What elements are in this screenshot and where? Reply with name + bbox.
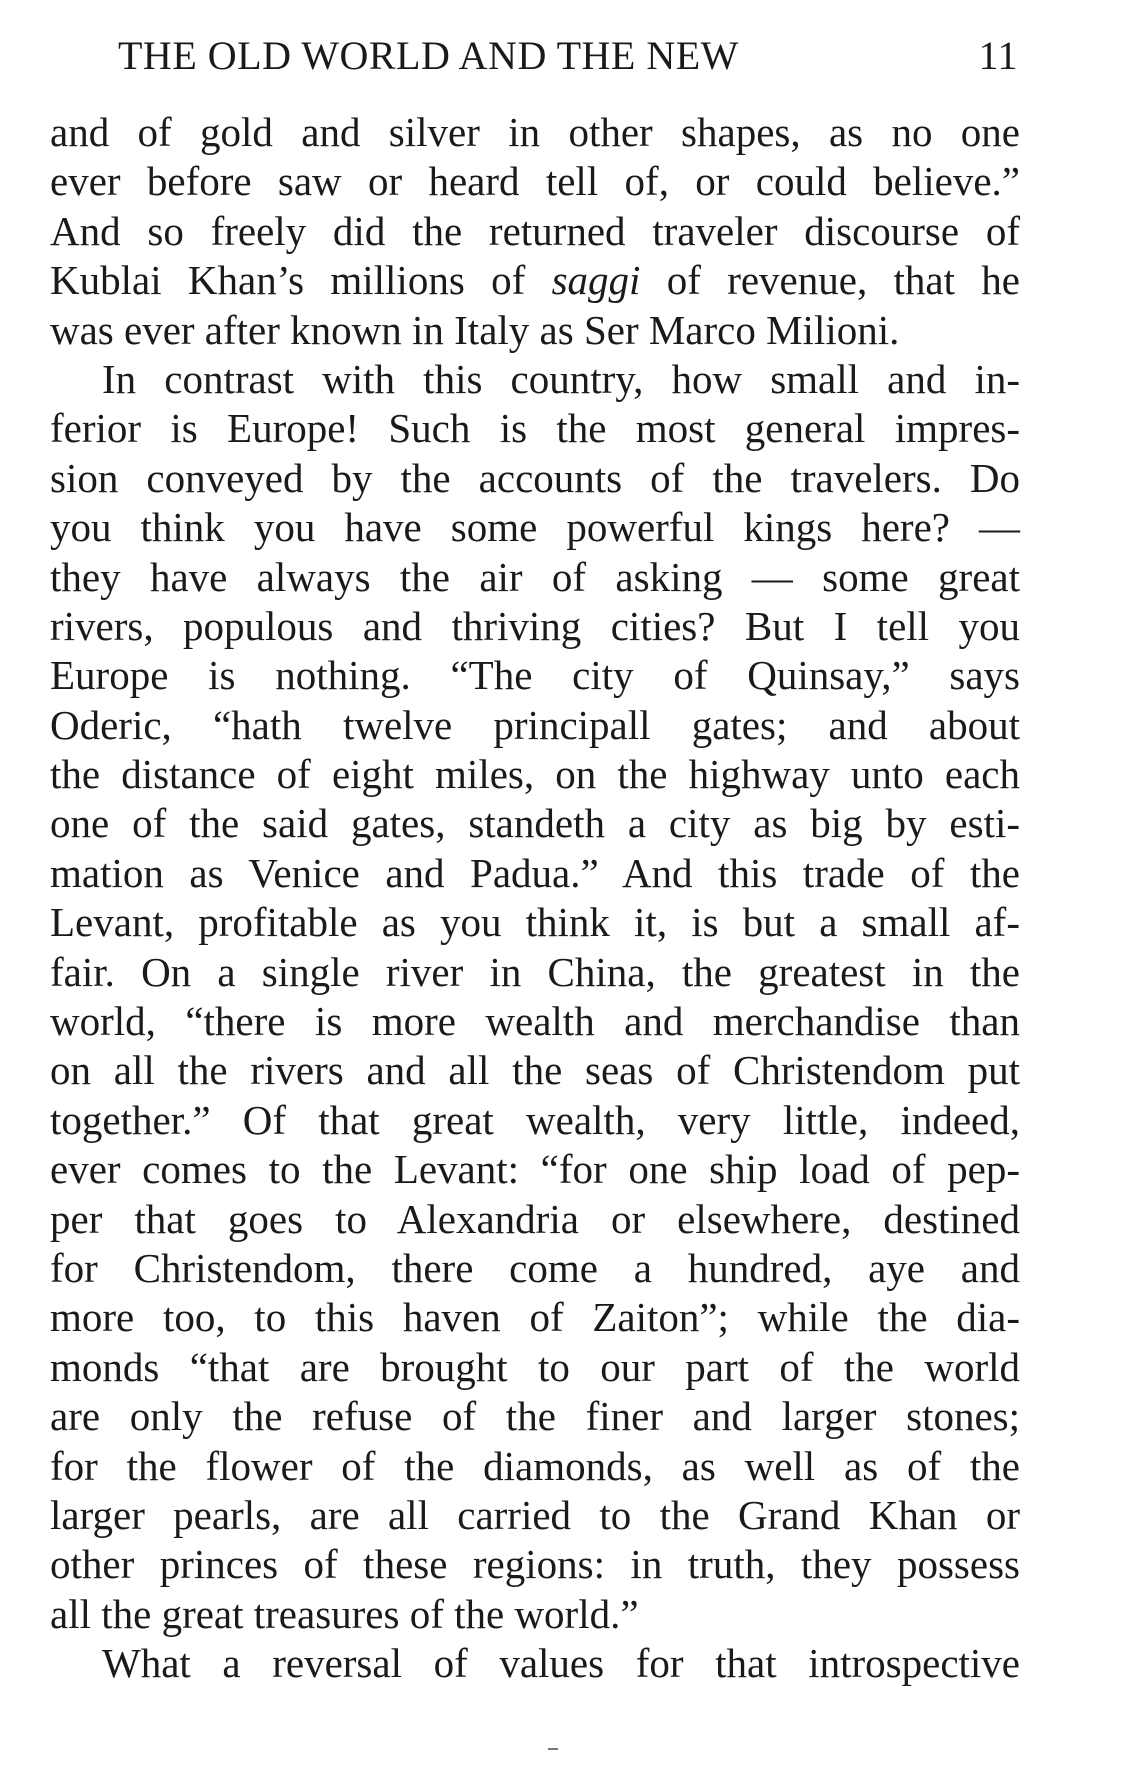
text-line: for Christendom, there come a hundred, aye and — [50, 1244, 1020, 1291]
text-line: they have always the air of asking — some great — [50, 553, 1020, 600]
italic-word: saggi — [551, 257, 641, 304]
text-line: and of gold and silver in other shapes, as no one — [50, 109, 1020, 155]
print-mark — [548, 1748, 558, 1750]
text-line: larger pearls, are all carried to the Grand Khan or — [50, 1491, 1020, 1538]
text-line: for the flower of the diamonds, as well as of the — [50, 1442, 1020, 1489]
text-line: other princes of these regions: in truth, they possess — [50, 1541, 1020, 1588]
text-line: more too, to this haven of Zaiton”; while the dia- — [50, 1294, 1020, 1341]
text-line: mation as Venice and Padua.” And this trade of the — [50, 849, 1020, 896]
text-line: you think you have some powerful kings here? — — [50, 504, 1020, 551]
text-line: the distance of eight miles, on the highway unto each — [50, 751, 1020, 798]
text-line: on all the rivers and all the seas of Christendom put — [50, 1047, 1020, 1094]
text-line: was ever after known in Italy as Ser Marco Milioni. — [50, 306, 900, 353]
text-line: ever comes to the Levant: “for one ship load of pep- — [50, 1146, 1020, 1193]
paragraph-start-line: In contrast with this country, how small and in- — [102, 355, 1020, 402]
text-line: ferior is Europe! Such is the most general impres- — [50, 405, 1020, 452]
text-line: all the great treasures of the world.” — [50, 1590, 639, 1637]
text-line: rivers, populous and thriving cities? But I tell you — [50, 602, 1020, 649]
paragraph-start-line: What a reversal of values for that introspective — [102, 1640, 1020, 1687]
text-line: one of the said gates, standeth a city as big by esti- — [50, 800, 1020, 847]
text-line: And so freely did the returned traveler discourse of — [50, 207, 1020, 254]
running-head — [118, 30, 1018, 82]
text-line: fair. On a single river in China, the greatest in the — [50, 948, 1020, 995]
text-line: Europe is nothing. “The city of Quinsay,” says — [50, 652, 1020, 699]
text-line: Oderic, “hath twelve principall gates; and about — [50, 701, 1020, 748]
text-line: per that goes to Alexandria or elsewhere, destined — [50, 1195, 1020, 1242]
page-number: 11 — [978, 33, 1018, 78]
text-line: ever before saw or heard tell of, or could believe.” — [50, 158, 1020, 205]
text-line: together.” Of that great wealth, very little, indeed, — [50, 1096, 1020, 1143]
text-line: sion conveyed by the accounts of the travelers. Do — [50, 454, 1020, 501]
body-text — [50, 108, 1020, 1689]
text-line: world, “there is more wealth and merchandise than — [50, 998, 1020, 1045]
text-line: are only the refuse of the finer and larger stones; — [50, 1393, 1020, 1440]
text-line: Kublai Khan’s millions of saggi of revenue, that he — [50, 257, 1020, 304]
running-head-title: THE OLD WORLD AND THE NEW — [118, 33, 739, 78]
text-line: monds “that are brought to our part of the world — [50, 1343, 1020, 1390]
text-line: Levant, profitable as you think it, is but a small af- — [50, 899, 1020, 946]
